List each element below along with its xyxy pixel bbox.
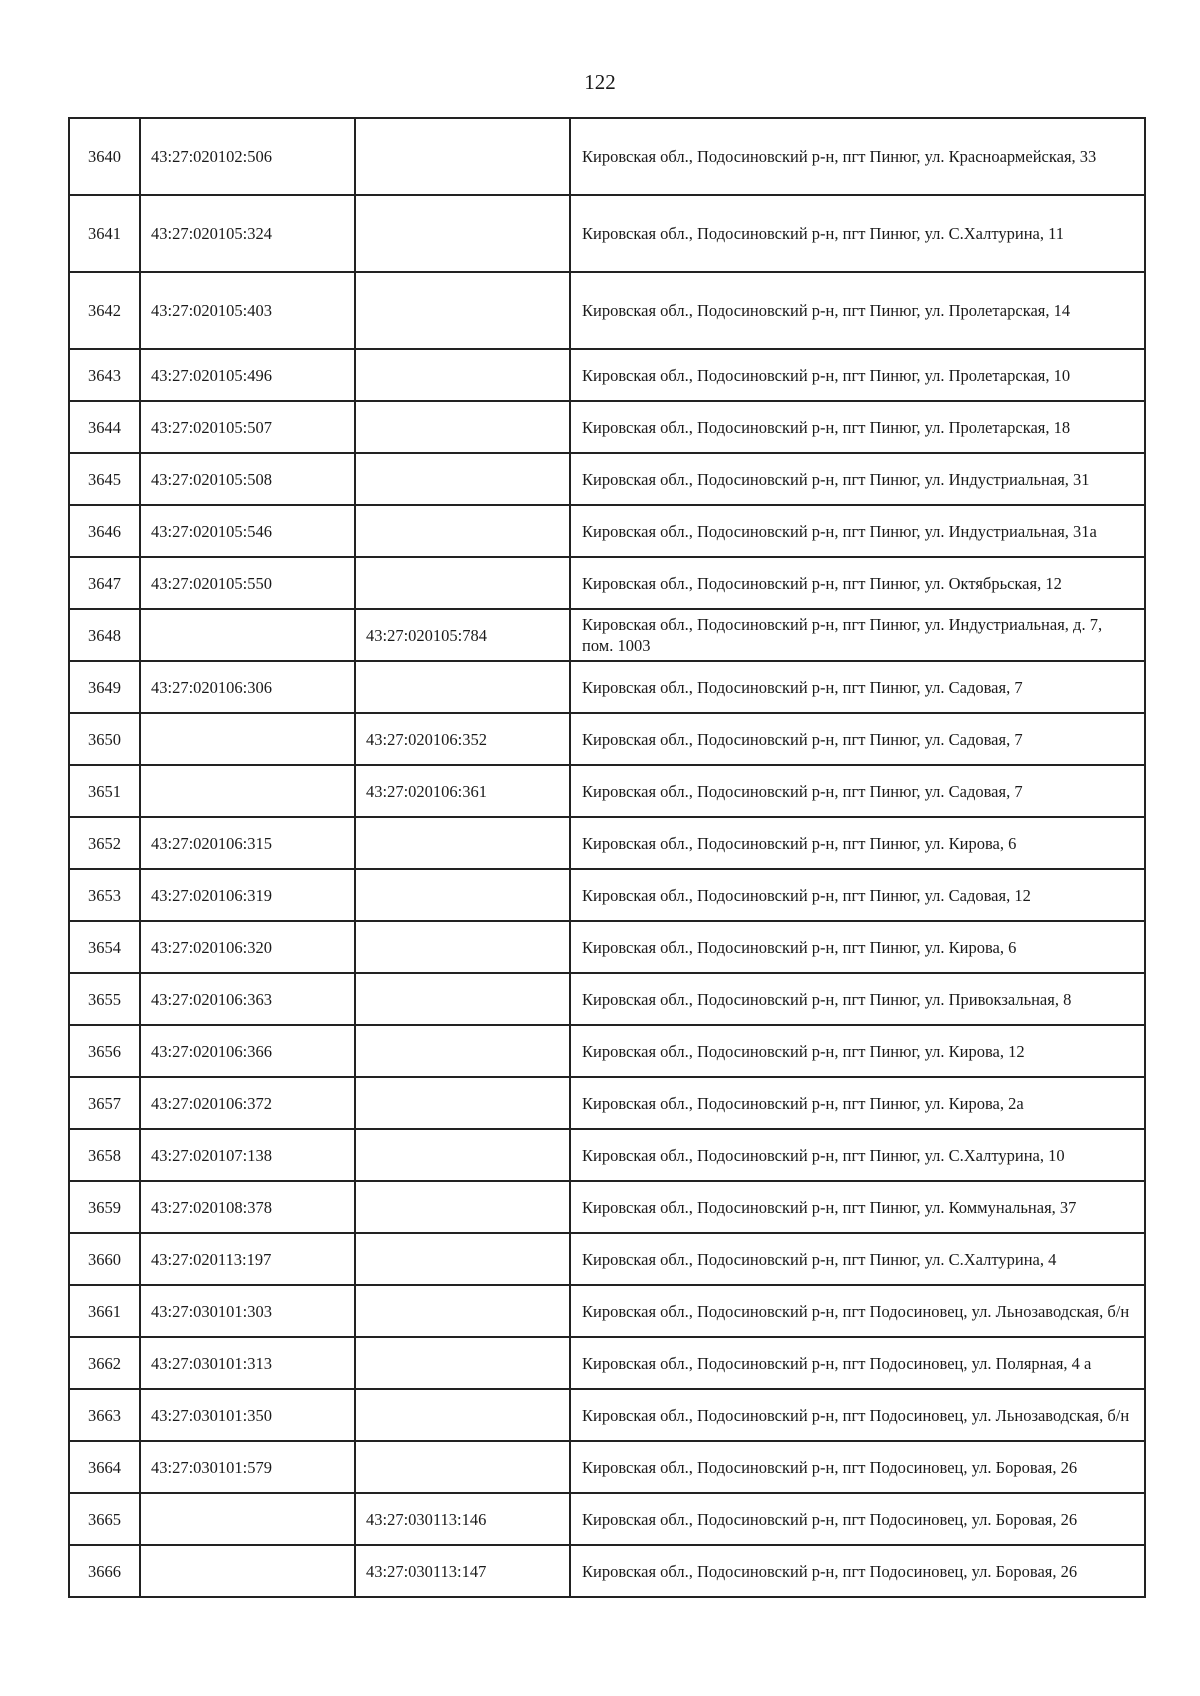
row-number-cell: 3662 — [69, 1337, 140, 1389]
cadastral-number-cell: 43:27:030101:579 — [140, 1441, 355, 1493]
table-row — [69, 1129, 1145, 1181]
table-row — [69, 1389, 1145, 1441]
premise-cadastral-number-cell — [355, 1389, 570, 1441]
row-number-cell: 3640 — [69, 118, 140, 195]
row-number-cell: 3665 — [69, 1493, 140, 1545]
table-row — [69, 1233, 1145, 1285]
address-cell: Кировская обл., Подосиновский р-н, пгт Подосиновец, ул. Льнозаводская, б/н — [570, 1285, 1145, 1337]
premise-cadastral-number-cell — [355, 453, 570, 505]
table-row — [69, 557, 1145, 609]
address-cell: Кировская обл., Подосиновский р-н, пгт Пинюг, ул. Пролетарская, 14 — [570, 272, 1145, 349]
cadastral-number-cell: 43:27:020107:138 — [140, 1129, 355, 1181]
address-cell: Кировская обл., Подосиновский р-н, пгт Пинюг, ул. Садовая, 7 — [570, 661, 1145, 713]
premise-cadastral-number-cell — [355, 272, 570, 349]
premise-cadastral-number-cell: 43:27:020105:784 — [355, 609, 570, 661]
premise-cadastral-number-cell — [355, 195, 570, 272]
row-number-cell: 3664 — [69, 1441, 140, 1493]
table-row — [69, 765, 1145, 817]
table-row — [69, 1441, 1145, 1493]
table-row — [69, 973, 1145, 1025]
address-cell: Кировская обл., Подосиновский р-н, пгт Пинюг, ул. Садовая, 12 — [570, 869, 1145, 921]
address-cell: Кировская обл., Подосиновский р-н, пгт Подосиновец, ул. Боровая, 26 — [570, 1441, 1145, 1493]
row-number-cell: 3663 — [69, 1389, 140, 1441]
premise-cadastral-number-cell: 43:27:030113:146 — [355, 1493, 570, 1545]
address-cell: Кировская обл., Подосиновский р-н, пгт Пинюг, ул. Садовая, 7 — [570, 765, 1145, 817]
table-row — [69, 1077, 1145, 1129]
premise-cadastral-number-cell — [355, 921, 570, 973]
address-cell: Кировская обл., Подосиновский р-н, пгт Пинюг, ул. Привокзальная, 8 — [570, 973, 1145, 1025]
address-cell: Кировская обл., Подосиновский р-н, пгт Пинюг, ул. Красноармейская, 33 — [570, 118, 1145, 195]
table-row — [69, 1337, 1145, 1389]
row-number-cell: 3645 — [69, 453, 140, 505]
table-row — [69, 453, 1145, 505]
cadastral-number-cell: 43:27:020105:508 — [140, 453, 355, 505]
row-number-cell: 3654 — [69, 921, 140, 973]
cadastral-number-cell — [140, 1545, 355, 1597]
address-cell: Кировская обл., Подосиновский р-н, пгт Пинюг, ул. Индустриальная, 31 — [570, 453, 1145, 505]
premise-cadastral-number-cell — [355, 1129, 570, 1181]
cadastral-number-cell — [140, 609, 355, 661]
address-cell: Кировская обл., Подосиновский р-н, пгт Подосиновец, ул. Боровая, 26 — [570, 1493, 1145, 1545]
address-cell: Кировская обл., Подосиновский р-н, пгт Пинюг, ул. С.Халтурина, 4 — [570, 1233, 1145, 1285]
premise-cadastral-number-cell — [355, 1181, 570, 1233]
row-number-cell: 3656 — [69, 1025, 140, 1077]
premise-cadastral-number-cell: 43:27:020106:352 — [355, 713, 570, 765]
cadastral-number-cell: 43:27:020106:306 — [140, 661, 355, 713]
table-body — [69, 118, 1145, 1597]
table-row — [69, 1545, 1145, 1597]
cadastral-number-cell: 43:27:030101:313 — [140, 1337, 355, 1389]
row-number-cell: 3644 — [69, 401, 140, 453]
table-row — [69, 609, 1145, 661]
address-cell: Кировская обл., Подосиновский р-н, пгт Подосиновец, ул. Льнозаводская, б/н — [570, 1389, 1145, 1441]
address-cell: Кировская обл., Подосиновский р-н, пгт Пинюг, ул. Коммунальная, 37 — [570, 1181, 1145, 1233]
cadastral-number-cell: 43:27:020105:403 — [140, 272, 355, 349]
premise-cadastral-number-cell — [355, 557, 570, 609]
cadastral-number-cell: 43:27:020106:320 — [140, 921, 355, 973]
cadastral-number-cell: 43:27:030101:350 — [140, 1389, 355, 1441]
cadastral-number-cell — [140, 713, 355, 765]
premise-cadastral-number-cell — [355, 401, 570, 453]
table-row — [69, 1025, 1145, 1077]
table-row — [69, 817, 1145, 869]
address-cell: Кировская обл., Подосиновский р-н, пгт Подосиновец, ул. Полярная, 4 а — [570, 1337, 1145, 1389]
cadastral-number-cell: 43:27:020108:378 — [140, 1181, 355, 1233]
premise-cadastral-number-cell — [355, 661, 570, 713]
row-number-cell: 3646 — [69, 505, 140, 557]
cadastral-number-cell: 43:27:020106:366 — [140, 1025, 355, 1077]
table-row — [69, 118, 1145, 195]
address-cell: Кировская обл., Подосиновский р-н, пгт Пинюг, ул. Кирова, 6 — [570, 921, 1145, 973]
address-cell: Кировская обл., Подосиновский р-н, пгт Подосиновец, ул. Боровая, 26 — [570, 1545, 1145, 1597]
premise-cadastral-number-cell — [355, 1233, 570, 1285]
cadastral-number-cell: 43:27:020113:197 — [140, 1233, 355, 1285]
row-number-cell: 3650 — [69, 713, 140, 765]
address-cell: Кировская обл., Подосиновский р-н, пгт Пинюг, ул. Садовая, 7 — [570, 713, 1145, 765]
table-row — [69, 1285, 1145, 1337]
address-cell: Кировская обл., Подосиновский р-н, пгт Пинюг, ул. Пролетарская, 10 — [570, 349, 1145, 401]
cadastral-number-cell: 43:27:030101:303 — [140, 1285, 355, 1337]
premise-cadastral-number-cell — [355, 349, 570, 401]
row-number-cell: 3641 — [69, 195, 140, 272]
cadastral-number-cell: 43:27:020105:496 — [140, 349, 355, 401]
table-row — [69, 713, 1145, 765]
row-number-cell: 3658 — [69, 1129, 140, 1181]
premise-cadastral-number-cell — [355, 869, 570, 921]
row-number-cell: 3643 — [69, 349, 140, 401]
row-number-cell: 3648 — [69, 609, 140, 661]
address-cell: Кировская обл., Подосиновский р-н, пгт Пинюг, ул. Кирова, 12 — [570, 1025, 1145, 1077]
cadastral-number-cell: 43:27:020105:546 — [140, 505, 355, 557]
premise-cadastral-number-cell — [355, 817, 570, 869]
row-number-cell: 3647 — [69, 557, 140, 609]
cadastral-number-cell: 43:27:020106:319 — [140, 869, 355, 921]
premise-cadastral-number-cell — [355, 973, 570, 1025]
premise-cadastral-number-cell — [355, 1077, 570, 1129]
premise-cadastral-number-cell — [355, 118, 570, 195]
table-row — [69, 401, 1145, 453]
premise-cadastral-number-cell — [355, 1025, 570, 1077]
table-row — [69, 195, 1145, 272]
cadastral-number-cell: 43:27:020105:550 — [140, 557, 355, 609]
cadastral-number-cell — [140, 1493, 355, 1545]
premise-cadastral-number-cell: 43:27:030113:147 — [355, 1545, 570, 1597]
premise-cadastral-number-cell — [355, 1441, 570, 1493]
premise-cadastral-number-cell: 43:27:020106:361 — [355, 765, 570, 817]
row-number-cell: 3666 — [69, 1545, 140, 1597]
row-number-cell: 3661 — [69, 1285, 140, 1337]
cadastral-number-cell: 43:27:020102:506 — [140, 118, 355, 195]
cadastral-number-cell: 43:27:020105:324 — [140, 195, 355, 272]
row-number-cell: 3651 — [69, 765, 140, 817]
row-number-cell: 3653 — [69, 869, 140, 921]
cadastral-number-cell: 43:27:020106:372 — [140, 1077, 355, 1129]
address-cell: Кировская обл., Подосиновский р-н, пгт Пинюг, ул. Индустриальная, д. 7, пом. 1003 — [570, 609, 1145, 661]
row-number-cell: 3652 — [69, 817, 140, 869]
cadastral-number-cell — [140, 765, 355, 817]
address-cell: Кировская обл., Подосиновский р-н, пгт Пинюг, ул. Пролетарская, 18 — [570, 401, 1145, 453]
table-row — [69, 921, 1145, 973]
cadastral-number-cell: 43:27:020106:363 — [140, 973, 355, 1025]
address-cell: Кировская обл., Подосиновский р-н, пгт Пинюг, ул. С.Халтурина, 11 — [570, 195, 1145, 272]
premise-cadastral-number-cell — [355, 505, 570, 557]
cadastral-number-cell: 43:27:020106:315 — [140, 817, 355, 869]
table-row — [69, 272, 1145, 349]
address-cell: Кировская обл., Подосиновский р-н, пгт Пинюг, ул. Кирова, 6 — [570, 817, 1145, 869]
row-number-cell: 3649 — [69, 661, 140, 713]
table-row — [69, 1493, 1145, 1545]
row-number-cell: 3657 — [69, 1077, 140, 1129]
registry-table — [68, 117, 1146, 1598]
row-number-cell: 3655 — [69, 973, 140, 1025]
address-cell: Кировская обл., Подосиновский р-н, пгт Пинюг, ул. Индустриальная, 31а — [570, 505, 1145, 557]
table-row — [69, 869, 1145, 921]
table-row — [69, 1181, 1145, 1233]
table-row — [69, 505, 1145, 557]
address-cell: Кировская обл., Подосиновский р-н, пгт Пинюг, ул. Октябрьская, 12 — [570, 557, 1145, 609]
cadastral-number-cell: 43:27:020105:507 — [140, 401, 355, 453]
premise-cadastral-number-cell — [355, 1337, 570, 1389]
table-row — [69, 349, 1145, 401]
address-cell: Кировская обл., Подосиновский р-н, пгт Пинюг, ул. С.Халтурина, 10 — [570, 1129, 1145, 1181]
address-cell: Кировская обл., Подосиновский р-н, пгт Пинюг, ул. Кирова, 2а — [570, 1077, 1145, 1129]
premise-cadastral-number-cell — [355, 1285, 570, 1337]
page-number: 122 — [584, 70, 616, 94]
row-number-cell: 3660 — [69, 1233, 140, 1285]
row-number-cell: 3642 — [69, 272, 140, 349]
row-number-cell: 3659 — [69, 1181, 140, 1233]
table-row — [69, 661, 1145, 713]
